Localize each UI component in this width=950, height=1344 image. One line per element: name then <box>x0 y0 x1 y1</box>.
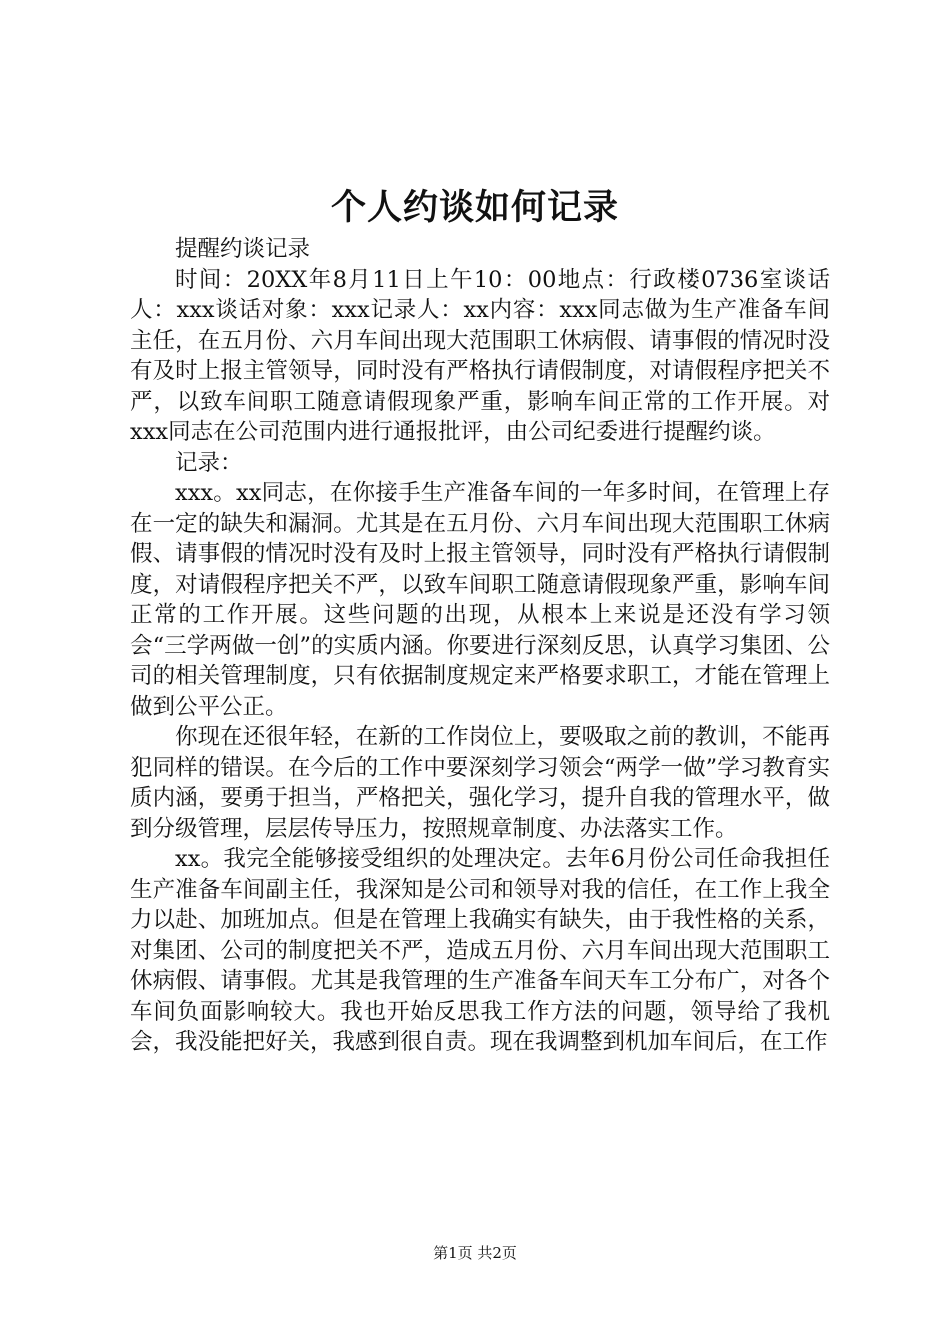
document-title: 个人约谈如何记录 <box>330 187 619 228</box>
paragraph-leader-advice: 你现在还很年轻，在新的工作岗位上，要吸取之前的教训，不能再犯同样的错误。在今后的工作中要深刻学习领会“两学一做”学习教育实质内涵，要勇于担当，严格把关，强化学习，提升自我的管理水平，做到分级管理，层层传导压力，按照规章制度、办法落实工作。 <box>130 724 830 842</box>
page-footer: 第1页 共2页 <box>433 1244 517 1262</box>
paragraph-record-label: 记录： <box>175 449 243 476</box>
paragraph-details: 时间：20XX年8月11日上午10：00地点：行政楼0736室谈话人：xxx谈话对象：xxx记录人：xx内容：xxx同志做为生产准备车间主任，在五月份、六月车间出现大范围职工休病假、请事假的情况时没有及时上报主管领导，同时没有严格执行请假制度，对请假程序把关不严，以致车间职工随意请假现象严重，影响车间正常的工作开展。对xxx同志在公司范围内进行通报批评，由公司纪委进行提醒约谈。 <box>130 266 830 445</box>
paragraph-leader-remarks: xxx。xx同志，在你接手生产准备车间的一年多时间，在管理上存在一定的缺失和漏洞。尤其是在五月份、六月车间出现大范围职工休病假、请事假的情况时没有及时上报主管领导，同时没有严格执行请假制度，对请假程序把关不严，以致车间职工随意请假现象严重，影响车间正常的工作开展。这些问题的出现，从根本上来说是还没有学习领会“三学两做一创”的实质内涵。你要进行深刻反思，认真学习集团、公司的相关管理制度，只有依据制度规定来严格要求职工，才能在管理上做到公平公正。 <box>130 480 830 720</box>
document-body <box>130 234 830 1058</box>
paragraph-response: xx。我完全能够接受组织的处理决定。去年6月份公司任命我担任生产准备车间副主任，我深知是公司和领导对我的信任，在工作上我全力以赴、加班加点。但是在管理上我确实有缺失，由于我性格的关系，对集团、公司的制度把关不严，造成五月份、六月车间出现大范围职工休病假、请事假。尤其是我管理的生产准备车间天车工分布广，对各个车间负面影响较大。我也开始反思我工作方法的问题，领导给了我机会，我没能把好关，我感到很自责。现在我调整到机加车间后，在工作 <box>130 846 830 1055</box>
paragraph-heading: 提醒约谈记录 <box>175 236 311 262</box>
